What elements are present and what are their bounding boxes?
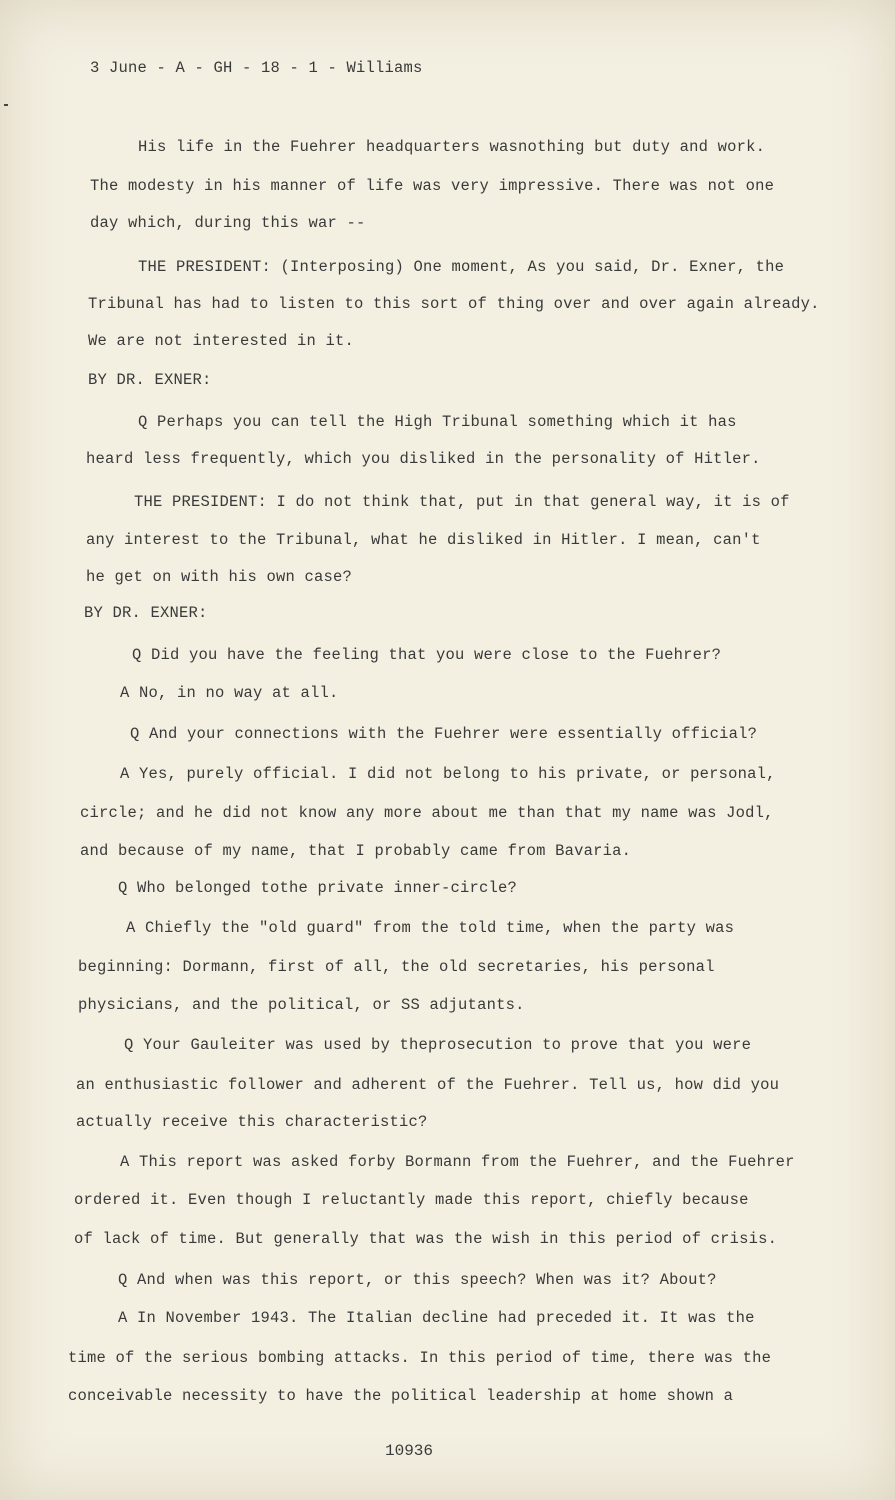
text-line: His life in the Fuehrer headquarters wasnothing but duty and work.	[138, 138, 766, 156]
text-line: A No, in no way at all.	[120, 684, 339, 702]
margin-mark	[4, 104, 8, 106]
page-header: 3 June - A - GH - 18 - 1 - Williams	[90, 59, 423, 77]
text-line: The modesty in his manner of life was very impressive. There was not one	[90, 177, 775, 195]
text-line: Q Who belonged tothe private inner-circle?	[118, 879, 518, 897]
text-line: A Chiefly the "old guard" from the told time, when the party was	[126, 919, 735, 937]
text-line: THE PRESIDENT: I do not think that, put in that general way, it is of	[134, 493, 790, 511]
text-line: physicians, and the political, or SS adjutants.	[78, 996, 525, 1014]
text-line: Q And your connections with the Fuehrer were essentially official?	[130, 725, 758, 743]
speaker-heading: BY DR. EXNER:	[88, 371, 212, 389]
text-line: THE PRESIDENT: (Interposing) One moment, As you said, Dr. Exner, the	[138, 258, 785, 276]
text-line: A In November 1943. The Italian decline had preceded it. It was the	[118, 1309, 755, 1327]
text-line: We are not interested in it.	[88, 332, 355, 350]
speaker-heading: BY DR. EXNER:	[84, 604, 208, 622]
text-line: Q Your Gauleiter was used by theprosecution to prove that you were	[124, 1036, 752, 1054]
text-line: actually receive this characteristic?	[76, 1113, 428, 1131]
text-line: A This report was asked forby Bormann from the Fuehrer, and the Fuehrer	[120, 1153, 795, 1171]
text-line: Q Perhaps you can tell the High Tribunal something which it has	[138, 413, 737, 431]
text-line: heard less frequently, which you disliked in the personality of Hitler.	[86, 450, 761, 468]
text-line: A Yes, purely official. I did not belong to his private, or personal,	[120, 765, 776, 783]
text-line: an enthusiastic follower and adherent of the Fuehrer. Tell us, how did you	[76, 1076, 780, 1094]
text-line: he get on with his own case?	[86, 568, 353, 586]
text-line: beginning: Dormann, first of all, the old secretaries, his personal	[78, 958, 715, 976]
text-line: any interest to the Tribunal, what he disliked in Hitler. I mean, can't	[86, 531, 761, 549]
text-line: ordered it. Even though I reluctantly made this report, chiefly because	[74, 1191, 749, 1209]
text-line: circle; and he did not know any more about me than that my name was Jodl,	[80, 804, 774, 822]
text-line: Tribunal has had to listen to this sort of thing over and over again already.	[88, 295, 820, 313]
text-line: Q Did you have the feeling that you were close to the Fuehrer?	[132, 646, 722, 664]
text-line: and because of my name, that I probably came from Bavaria.	[80, 842, 632, 860]
page-number: 10936	[385, 1442, 434, 1460]
text-line: Q And when was this report, or this speech? When was it? About?	[118, 1271, 717, 1289]
text-line: day which, during this war --	[90, 214, 366, 232]
text-line: time of the serious bombing attacks. In this period of time, there was the	[68, 1349, 772, 1367]
text-line: of lack of time. But generally that was the wish in this period of crisis.	[74, 1230, 778, 1248]
text-line: conceivable necessity to have the political leadership at home shown a	[68, 1387, 734, 1405]
